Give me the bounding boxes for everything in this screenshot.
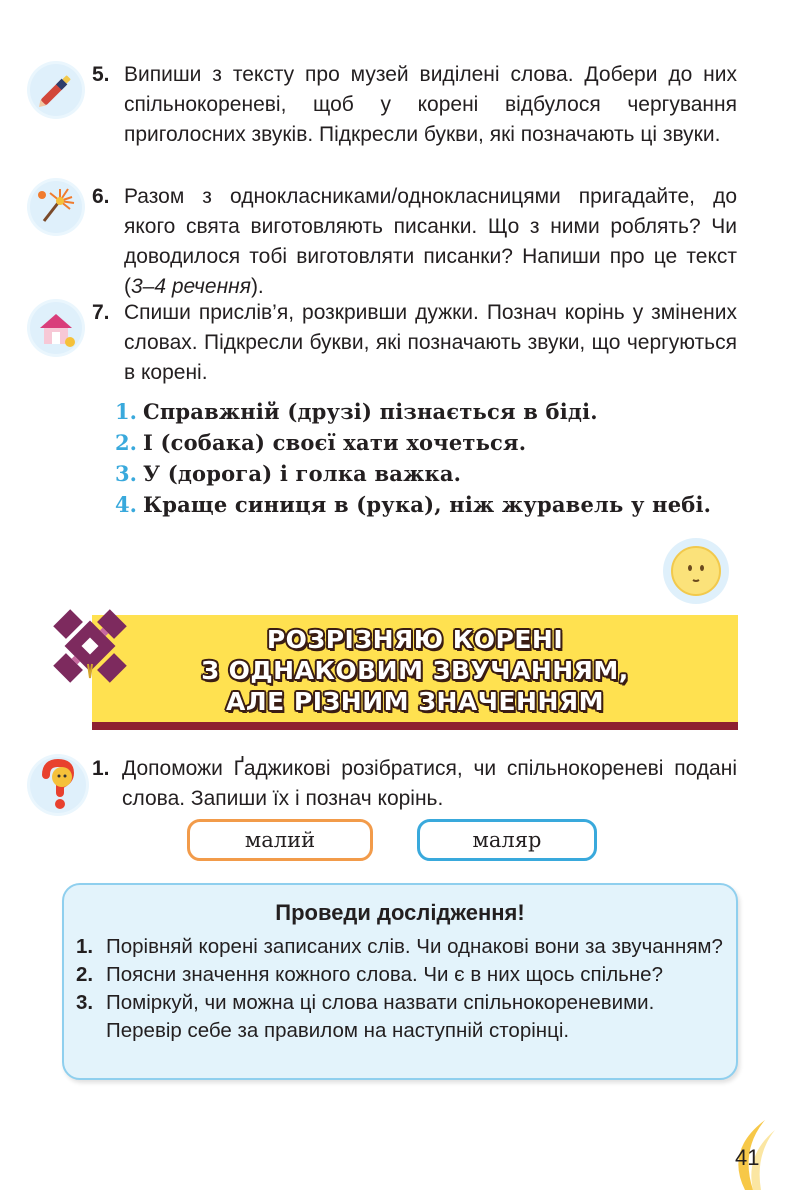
pen-icon (30, 64, 82, 116)
task-5 (92, 60, 737, 150)
task-text-part: ). (250, 275, 264, 298)
task-number: 1. (92, 757, 110, 780)
list-number: 2. (76, 963, 94, 986)
list-text: Справжній (друзі) пізнається в біді. (142, 399, 598, 424)
list-item (115, 458, 755, 489)
research-box (62, 883, 738, 1080)
list-number: 3. (115, 461, 137, 486)
word-card-maly: малий (187, 819, 373, 861)
section-title-line: З ОДНАКОВИМ ЗВУЧАННЯМ, (201, 656, 629, 685)
list-text: І (собака) своєї хати хочеться. (142, 430, 527, 455)
sparkler-icon (30, 181, 82, 233)
task-1 (92, 754, 737, 814)
question-mascot-icon (30, 757, 86, 813)
task-text: Допоможи Ґаджикові розібратися, чи спільнокореневі подані слова. Запиши їх і познач корінь. (122, 757, 737, 810)
list-item (76, 989, 726, 1045)
list-item (115, 427, 755, 458)
list-item (76, 933, 726, 961)
section-banner-underline (92, 722, 738, 730)
list-number: 1. (115, 399, 137, 424)
list-item (115, 489, 755, 520)
list-item (76, 961, 726, 989)
house-icon (30, 302, 82, 354)
page-number: 41 (735, 1145, 760, 1170)
section-title (92, 624, 738, 717)
list-text: Поміркуй, чи можна ці слова назвати спільнокореневими. Перевір себе за правилом на наступній сторінці. (106, 991, 655, 1042)
list-text: Поясни значення кожного слова. Чи є в них щось спільне? (106, 963, 663, 986)
proverb-list (115, 396, 755, 520)
task-text: Спиши прислів’я, розкривши дужки. Познач корінь у змінених словах. Підкресли букви, які позначають звуки, що чергуються в корені. (124, 301, 737, 384)
section-title-line: АЛЕ РІЗНИМ ЗНАЧЕННЯМ (226, 687, 604, 716)
list-text: Краще синиця в (рука), ніж журавель у небі. (142, 492, 712, 517)
task-6 (92, 182, 737, 302)
word-card-malyar: маляр (417, 819, 597, 861)
task-number: 6. (92, 185, 110, 208)
list-text: Порівняй корені записаних слів. Чи однакові вони за звучанням? (106, 935, 723, 958)
task-text (124, 182, 737, 302)
list-item (115, 396, 755, 427)
list-text: У (дорога) і голка важка. (142, 461, 462, 486)
task-text-italic: 3–4 речення (131, 275, 251, 298)
list-number: 4. (115, 492, 137, 517)
research-title: Проведи дослідження! (275, 900, 525, 925)
task-text-part: Разом з однокласниками/однокласницями пригадайте, до якого свята виготовляють писанки. Що з ними роблять? Чи доводилося тобі виготовляти писанки? Напиши про це текст ( (124, 185, 737, 298)
list-number: 2. (115, 430, 137, 455)
task-number: 7. (92, 301, 110, 324)
list-number: 3. (76, 991, 94, 1014)
smiley-sun-icon (663, 538, 729, 604)
research-list (76, 933, 726, 1045)
task-text: Випиши з тексту про музей виділені слова. Добери до них спільнокореневі, щоб у корені відбулося чергування приголосних звуків. Підкресли букви, які позначають ці звуки. (124, 63, 737, 146)
section-title-line: РОЗРІЗНЯЮ КОРЕНІ (266, 625, 564, 654)
list-number: 1. (76, 935, 94, 958)
task-7 (92, 298, 737, 388)
task-number: 5. (92, 63, 110, 86)
